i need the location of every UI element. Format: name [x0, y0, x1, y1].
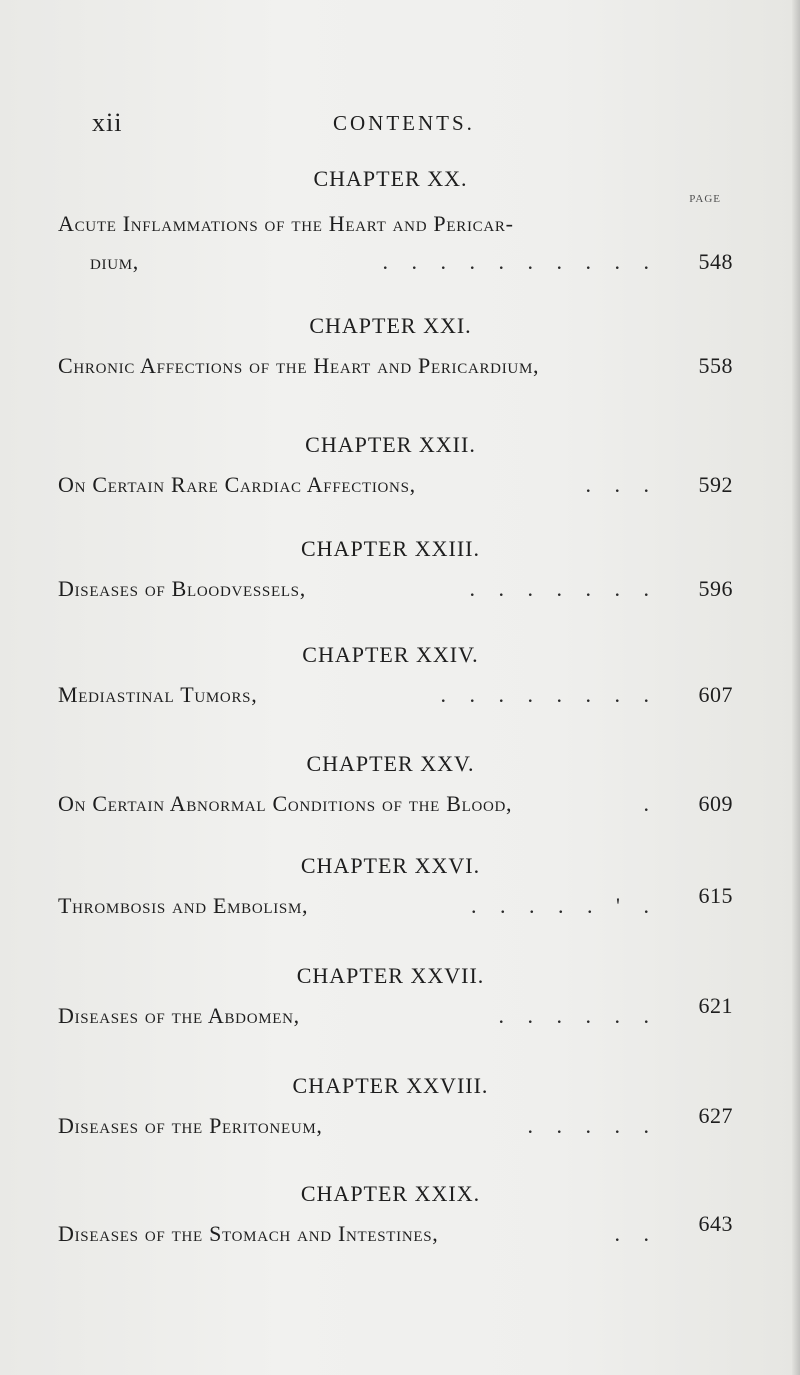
- toc-title-line: [58, 791, 733, 823]
- toc-title-line: [58, 1103, 733, 1145]
- toc-title-line: [58, 576, 733, 608]
- chapter-heading: CHAPTER XX.: [313, 166, 468, 191]
- page-number: 643: [698, 1211, 733, 1236]
- page-number: 558: [698, 353, 733, 378]
- toc-title-line: [58, 472, 733, 504]
- page-number: 621: [698, 993, 733, 1018]
- toc-entry-chapter-27: [58, 965, 733, 1035]
- toc-entry-chapter-26: [58, 855, 733, 925]
- chapter-heading: CHAPTER XXVI.: [300, 853, 481, 878]
- page-number: 609: [698, 791, 733, 816]
- toc-entry-chapter-28: [58, 1075, 733, 1145]
- toc-title-line-continued: [58, 249, 733, 281]
- page-number: 592: [698, 472, 733, 497]
- chapter-title: Diseases of the Abdomen,: [58, 1003, 300, 1028]
- page-number: 607: [698, 682, 733, 707]
- page-number: 596: [698, 576, 733, 601]
- chapter-title: Chronic Affections of the Heart and Pericardium,: [58, 353, 540, 378]
- dot-leader: . . . . . . . . . .: [382, 249, 658, 274]
- dot-leader: . . . . . . .: [469, 576, 658, 601]
- dot-leader: . . .: [585, 472, 658, 497]
- toc-entry-chapter-21: [58, 315, 733, 385]
- toc-entry-chapter-24: [58, 644, 733, 714]
- chapter-title: Mediastinal Tumors,: [58, 682, 258, 707]
- chapter-title: Acute Inflammations of the Heart and Pericar-: [58, 211, 514, 236]
- dot-leader: . . . . . . . .: [440, 682, 658, 707]
- chapter-heading: CHAPTER XXIV.: [302, 642, 479, 667]
- toc-entry-chapter-29: [58, 1183, 733, 1253]
- page-folio: xii: [92, 108, 123, 137]
- chapter-title: On Certain Abnormal Conditions of the Blood,: [58, 791, 513, 816]
- toc-title-line: [58, 682, 733, 714]
- chapter-heading: CHAPTER XXVII.: [296, 963, 485, 988]
- toc-title-line: [58, 353, 733, 385]
- dot-leader: . . . . . ' .: [471, 893, 658, 918]
- chapter-heading: CHAPTER XXVIII.: [292, 1073, 489, 1098]
- toc-title-line: [58, 993, 733, 1035]
- dot-leader: . .: [614, 1221, 658, 1246]
- chapter-title-continued: dium,: [90, 249, 139, 274]
- chapter-heading: CHAPTER XXV.: [306, 751, 475, 776]
- chapter-title: Diseases of the Stomach and Intestines,: [58, 1221, 439, 1246]
- toc-entry-chapter-25: [58, 753, 733, 823]
- page-number: 615: [698, 883, 733, 908]
- chapter-heading: CHAPTER XXIX.: [300, 1181, 481, 1206]
- chapter-heading: CHAPTER XXI.: [309, 313, 472, 338]
- dot-leader: . . . . . .: [498, 1003, 658, 1028]
- dot-leader: . . . . .: [527, 1113, 658, 1138]
- toc-entry-chapter-23: [58, 538, 733, 608]
- page-edge-shadow: [792, 0, 800, 1375]
- toc-title-line: [58, 211, 733, 243]
- dot-leader: .: [643, 791, 658, 816]
- chapter-heading: CHAPTER XXIII.: [301, 536, 480, 561]
- chapter-title: Thrombosis and Embolism,: [58, 893, 309, 918]
- page-number: 548: [698, 249, 733, 274]
- chapter-title: Diseases of the Peritoneum,: [58, 1113, 323, 1138]
- running-title: CONTENTS.: [333, 111, 475, 135]
- chapter-heading: CHAPTER XXII.: [305, 432, 476, 457]
- toc-title-line: [58, 883, 733, 925]
- chapter-title: On Certain Rare Cardiac Affections,: [58, 472, 416, 497]
- toc-entry-chapter-20: [58, 168, 733, 281]
- page-column-label: PAGE: [689, 193, 721, 205]
- toc-entry-chapter-22: [58, 434, 733, 504]
- chapter-title: Diseases of Bloodvessels,: [58, 576, 306, 601]
- running-header: [0, 108, 800, 148]
- page-number: 627: [698, 1103, 733, 1128]
- toc-title-line: [58, 1211, 733, 1253]
